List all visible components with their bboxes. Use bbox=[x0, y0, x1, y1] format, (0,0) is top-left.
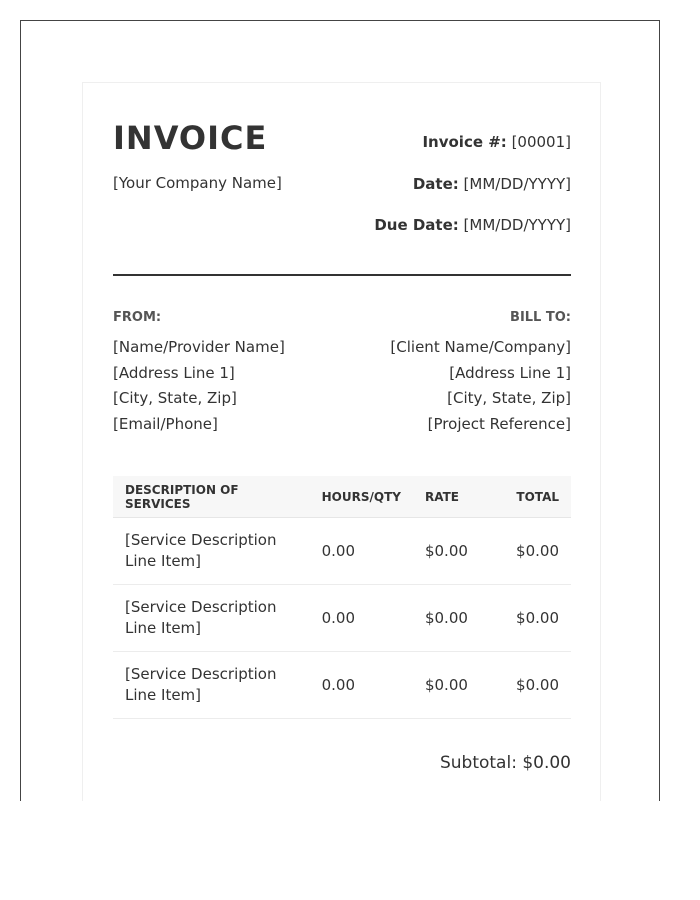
row-rate: $0.00 bbox=[413, 652, 504, 719]
bill-to-address bbox=[390, 335, 571, 437]
invoice-title: INVOICE bbox=[113, 119, 268, 157]
row-total: $0.00 bbox=[504, 585, 571, 652]
invoice-number bbox=[422, 133, 571, 151]
invoice-number-value: [00001] bbox=[506, 133, 571, 151]
from-line: [Email/Phone] bbox=[113, 414, 218, 433]
bill-to-line: [Project Reference] bbox=[427, 414, 571, 433]
row-rate: $0.00 bbox=[413, 518, 504, 585]
from-address bbox=[113, 335, 285, 437]
row-total: $0.00 bbox=[504, 518, 571, 585]
bill-to-line: [Client Name/Company] bbox=[390, 338, 571, 356]
invoice-date-label: Date: bbox=[412, 175, 459, 193]
row-rate: $0.00 bbox=[413, 585, 504, 652]
due-date-label: Due Date: bbox=[374, 216, 459, 234]
row-description: [Service Description Line Item] bbox=[113, 518, 316, 585]
company-name: [Your Company Name] bbox=[113, 174, 282, 192]
row-qty: 0.00 bbox=[316, 518, 413, 585]
row-total: $0.00 bbox=[504, 652, 571, 719]
invoice-date-value: [MM/DD/YYYY] bbox=[458, 175, 571, 193]
from-line: [Name/Provider Name] bbox=[113, 338, 285, 356]
table-row bbox=[113, 518, 571, 585]
invoice-page bbox=[82, 82, 601, 801]
header-total: TOTAL bbox=[504, 476, 571, 518]
header-hours-qty: HOURS/QTY bbox=[316, 476, 413, 518]
from-heading: FROM: bbox=[113, 310, 162, 325]
subtotal: Subtotal: $0.00 bbox=[439, 753, 571, 773]
invoice-due-date bbox=[374, 216, 571, 234]
row-qty: 0.00 bbox=[316, 652, 413, 719]
from-line: [City, State, Zip] bbox=[113, 389, 237, 407]
table-row bbox=[113, 652, 571, 719]
header-rate: RATE bbox=[413, 476, 504, 518]
document-frame bbox=[20, 20, 660, 801]
row-description: [Service Description Line Item] bbox=[113, 585, 316, 652]
services-table bbox=[113, 476, 571, 719]
row-qty: 0.00 bbox=[316, 585, 413, 652]
bill-to-heading: BILL TO: bbox=[510, 310, 571, 325]
invoice-date bbox=[413, 175, 571, 193]
row-description: [Service Description Line Item] bbox=[113, 652, 316, 719]
invoice-number-label: Invoice #: bbox=[422, 133, 507, 151]
table-header-row bbox=[113, 476, 571, 518]
header-divider bbox=[113, 274, 571, 276]
header-description: DESCRIPTION OF SERVICES bbox=[113, 476, 316, 518]
table-row bbox=[113, 585, 571, 652]
bill-to-line: [City, State, Zip] bbox=[447, 389, 571, 407]
due-date-value: [MM/DD/YYYY] bbox=[458, 216, 571, 234]
bill-to-line: [Address Line 1] bbox=[449, 363, 571, 382]
from-line: [Address Line 1] bbox=[113, 363, 235, 382]
